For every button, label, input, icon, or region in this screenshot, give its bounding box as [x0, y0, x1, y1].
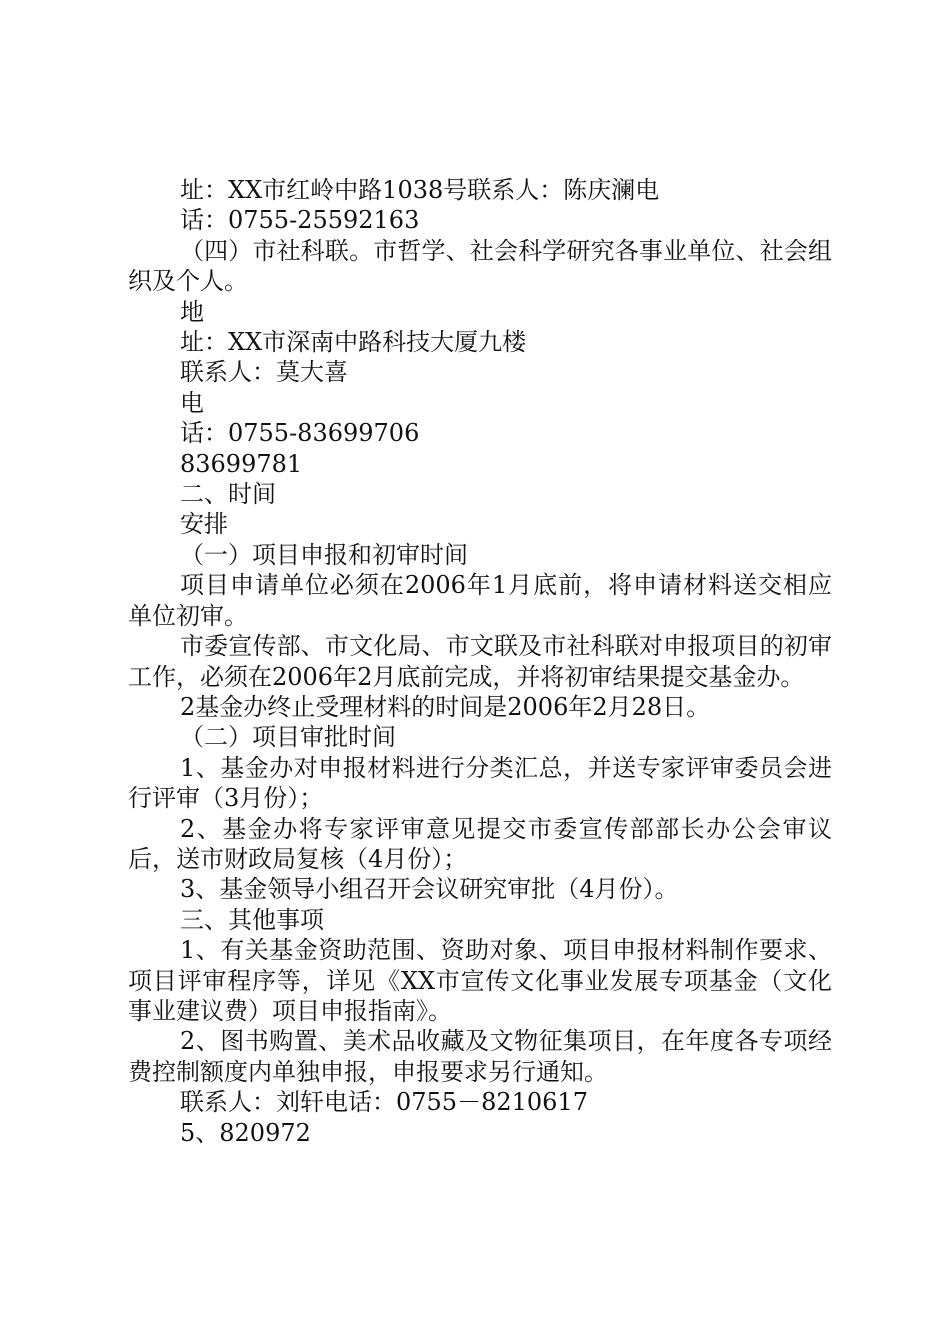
address-label-fragment: 地 — [180, 297, 204, 326]
section-heading-time-continued: 安排 — [180, 510, 228, 539]
address-line-2: 址：XX市深南中路科技大厦九楼 — [180, 328, 527, 357]
contact-person-line: 联系人：莫大喜 — [180, 358, 348, 387]
subheading-approval-time: （二）项目审批时间 — [180, 723, 396, 752]
phone-line-3: 83699781 — [180, 449, 303, 478]
paragraph-acceptance-end: 2基金办终止受理材料的时间是2006年2月28日。 — [180, 692, 711, 721]
address-line-1: 址：XX市红岭中路1038号联系人：陈庆澜电 — [180, 176, 660, 204]
paragraph-social-science-federation: （四）市社科联。市哲学、社会科学研究各事业单位、社会组织及个人。 — [128, 236, 832, 296]
document-body — [128, 175, 832, 1148]
contact-line: 联系人：刘轩电话：0755－8210617 — [180, 1088, 588, 1117]
paragraph-application-deadline: 项目申请单位必须在2006年1月底前，将申请材料送交相应单位初审。 — [128, 571, 832, 630]
list-item-approval-3: 3、基金领导小组召开会议研究审批（4月份）。 — [180, 875, 679, 904]
phone-line-1: 话：0755-25592163 — [180, 206, 420, 235]
phone-line-2: 话：0755-83699706 — [180, 419, 420, 448]
section-heading-other-matters: 三、其他事项 — [180, 905, 324, 934]
phone-label-fragment: 电 — [180, 388, 204, 417]
list-item-other-1: 1、有关基金资助范围、资助对象、项目申报材料制作要求、项目评审程序等，详见《XX市宣传文化事业发展专项基金（文化事业建议费）项目申报指南》。 — [128, 936, 832, 1025]
subheading-application-review-time: （一）项目申报和初审时间 — [180, 540, 468, 569]
list-item-other-2: 2、图书购置、美术品收藏及文物征集项目，在年度各专项经费控制额度内单独申报，申报要求另行通知。 — [128, 1027, 832, 1086]
paragraph-initial-review: 市委宣传部、市文化局、市文联及市社科联对申报项目的初审工作，必须在2006年2月底前完成，并将初审结果提交基金办。 — [128, 632, 832, 691]
trailing-number-line: 5、820972 — [180, 1118, 311, 1147]
list-item-approval-1: 1、基金办对申报材料进行分类汇总，并送专家评审委员会进行评审（3月份）； — [128, 753, 832, 813]
list-item-approval-2: 2、基金办将专家评审意见提交市委宣传部部长办公会审议后，送市财政局复核（4月份）； — [128, 814, 832, 873]
section-heading-time: 二、时间 — [180, 480, 276, 509]
